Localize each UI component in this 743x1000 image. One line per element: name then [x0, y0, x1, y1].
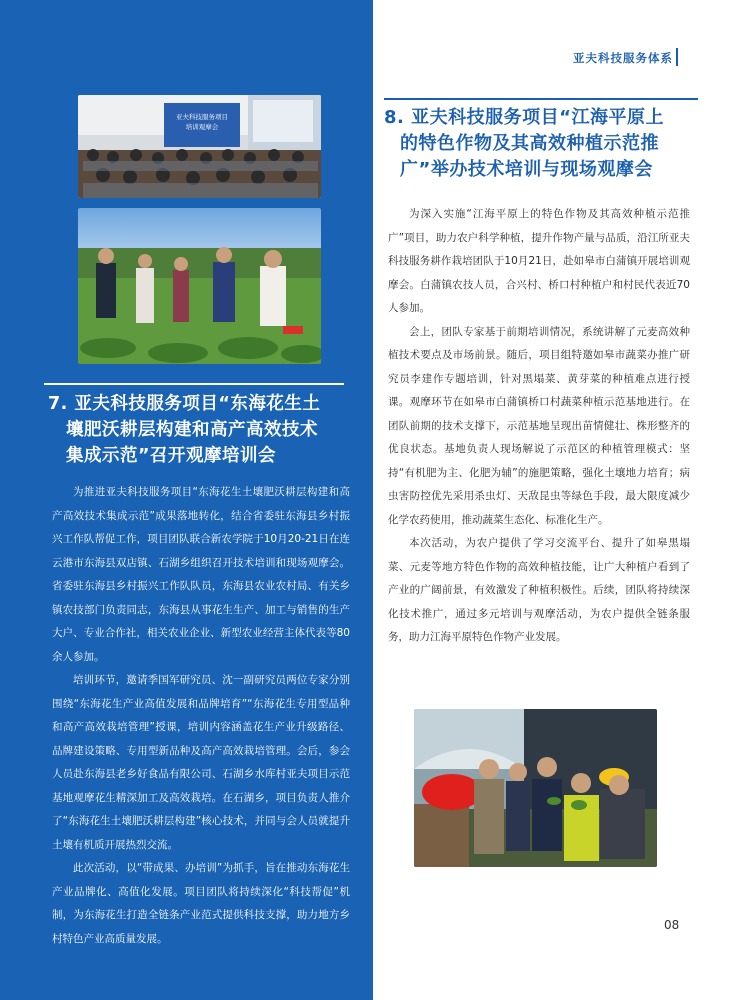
section-label-bar [676, 48, 678, 66]
article7-paragraph: 为推进亚夫科技服务项目“东海花生土壤肥沃耕层构建和高产高效技术集成示范”成果落地转化，结合省委驻东海县乡村振兴工作队帮促工作，项目团队联合新农学院于10月20-21日在连云港市东海县双店镇、石湖乡组织召开技术培训和现场观摩会。省委驻东海县乡村振兴工作队队员，东海县农业农村局、有关乡镇农技部门负责同志，东海县从事花生生产、加工与销售的生产大户、专业合作社，相关农业企业、新型农业经营主体代表等80余人参加。 [52, 486, 350, 663]
article7-paragraph: 此次活动，以“带成果、办培训”为抓手，旨在推动东海花生产业品牌化、高值化发展。项目团队将持续深化“科技帮促”机制，为东海花生打造全链条产业范式提供科技支撑，助力地方乡村特色产业高质量发展。 [52, 862, 350, 945]
photo-meeting-room [78, 95, 321, 198]
article8-title-line3: 广”举办技术培训与现场观摩会 [400, 159, 653, 180]
article8-body [388, 203, 690, 650]
heading-top-rule [384, 98, 698, 100]
article8-paragraph: 为深入实施“江海平原上的特色作物及其高效种植示范推广”项目，助力农户科学种植，提升作物产量与品质，沿江所亚夫科技服务耕作栽培团队于10月21日，赴如皋市白蒲镇开展培训观摩会。白蒲镇农技人员，合兴村、桥口村种植户和村民代表近70人参加。 [388, 208, 690, 314]
meeting-screen-line1: 亚夫科技服务项目 [176, 113, 228, 121]
article7-title-line2: 壤肥沃耕层构建和高产高效技术 [66, 420, 318, 440]
page-number: 08 [664, 918, 680, 932]
article7-title-line3: 集成示范”召开观摩培训会 [66, 446, 277, 466]
article8-paragraph: 本次活动，为农户提供了学习交流平台、提升了如皋黑塌菜、元麦等地方特色作物的高效种植技能，让广大种植户看到了产业的广阔前景，有效激发了种植积极性。后续，团队将持续深化技术推广，通过多元培训与观摩活动，为农户提供全链条服务，助力江海平原特色作物产业发展。 [388, 537, 690, 643]
article8-title-line2: 的特色作物及其高效种植示范推 [400, 133, 659, 154]
article8-heading [384, 98, 698, 183]
article8-title-line1: 8. 亚夫科技服务项目“江海平原上 [384, 107, 664, 128]
section-label: 亚夫科技服务体系 [573, 51, 673, 65]
article7-paragraph: 培训环节，邀请季国军研究员、沈一副研究员两位专家分别围绕“东海花生产业高值发展和品牌培育”“东海花生专用型品种和高产高效栽培管理”授课，培训内容涵盖花生产业升级路径、品牌建设策略、专用型新品种及高产高效栽培管理。会后，参会人员赴东海县老乡好食品有限公司、石湖乡水库村亚夫项目示范基地观摩花生精深加工及高效栽培。在石湖乡，项目负责人推介了“东海花生土壤肥沃耕层构建”核心技术，并同与会人员就提升土壤有机质开展热烈交流。 [52, 674, 350, 851]
article8-paragraph: 会上，团队专家基于前期培训情况，系统讲解了元麦高效种植技术要点及市场前景。随后，项目组特邀如皋市蔬菜办推广研究员李建作专题培训，针对黑塌菜、黄芽菜的种植难点进行授课。观摩环节在如皋市白蒲镇桥口村蔬菜种植示范基地进行。在团队前期的技术支撑下，示范基地呈现出苗情健壮、株形整齐的优良状态。基地负责人现场解说了示范区的种植管理模式：坚持“有机肥为主、化肥为辅”的施肥策略，强化土壤地力培育；病虫害防控优先采用杀虫灯、天敌昆虫等绿色手段，最大限度减少化学农药使用，推动蔬菜生态化、标准化生产。 [388, 325, 690, 526]
article7-title-line1: 7. 亚夫科技服务项目“东海花生土 [48, 394, 321, 414]
meeting-screen-line2: 培训观摩会 [185, 123, 219, 131]
photo-greenhouse-visit [414, 709, 657, 867]
article7-heading [44, 383, 344, 469]
photo-peanut-field [78, 208, 321, 364]
article8-title [384, 105, 698, 183]
article7-body [52, 481, 350, 951]
heading-top-rule [44, 383, 344, 385]
article7-title [44, 391, 344, 469]
